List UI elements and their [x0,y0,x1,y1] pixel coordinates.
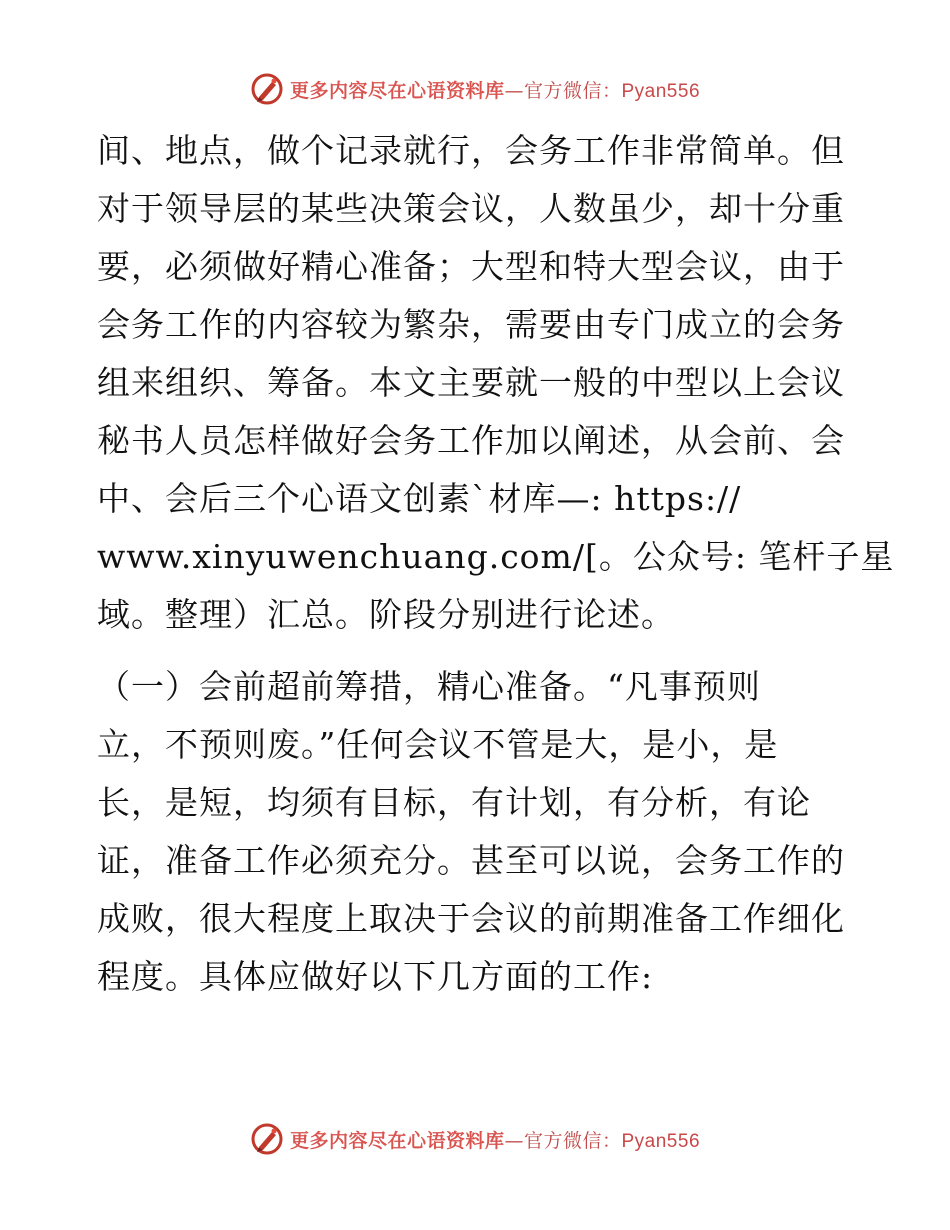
watermark-banner [250,1122,700,1156]
text-line: 长，是短，均须有目标，有计划，有分析，有论 [97,783,811,822]
paragraph-1 [97,122,895,644]
text-line: 要，必须做好精心准备；大型和特大型会议，由于 [97,247,845,286]
document-body [97,122,895,1006]
text-line: 成败，很大程度上取决于会议的前期准备工作细化 [97,899,845,938]
text-line: 会务工作的内容较为繁杂，需要由专门成立的会务 [97,305,845,344]
pen-logo-icon [250,1122,284,1156]
text-line: 程度。具体应做好以下几方面的工作: [97,957,654,996]
watermark-id: Pyan556 [621,1130,701,1152]
watermark-sub: 官方微信： [523,79,622,102]
watermark-dash: — [504,1129,524,1152]
paragraph-2 [97,658,853,1006]
watermark-main: 更多内容尽在心语资料库 [289,79,505,102]
watermark-text [290,1126,700,1153]
watermark-sub: 官方微信： [523,1129,622,1152]
page-header [0,72,950,106]
text-line: 对于领导层的某些决策会议，人数虽少，却十分重 [97,189,845,228]
text-line: 秘书人员怎样做好会务工作加以阐述，从会前、会 [97,421,845,460]
watermark-banner [250,72,700,106]
text-line: 证，准备工作必须充分。甚至可以说，会务工作的 [97,841,845,880]
watermark-id: Pyan556 [621,80,701,102]
watermark-dash: — [504,79,524,102]
text-line: 组来组织、筹备。本文主要就一般的中型以上会议 [97,363,845,402]
text-line: 中、会后三个心语文创素`材库—: https:// [97,479,742,518]
text-line: www.xinyuwenchuang.com/[。公众号: 笔杆子星 [97,537,895,576]
page-footer [0,1122,950,1156]
text-line: 域。整理）汇总。阶段分别进行论述。 [97,595,675,634]
text-line: （一）会前超前筹措，精心准备。“凡事预则 [97,667,761,706]
text-line: 间、地点，做个记录就行，会务工作非常简单。但 [97,131,845,170]
text-line: 立，不预则废。”任何会议不管是大，是小，是 [97,725,779,764]
pen-logo-icon [250,72,284,106]
watermark-text [290,76,700,103]
watermark-main: 更多内容尽在心语资料库 [289,1129,505,1152]
paragraph-gap [97,644,853,658]
